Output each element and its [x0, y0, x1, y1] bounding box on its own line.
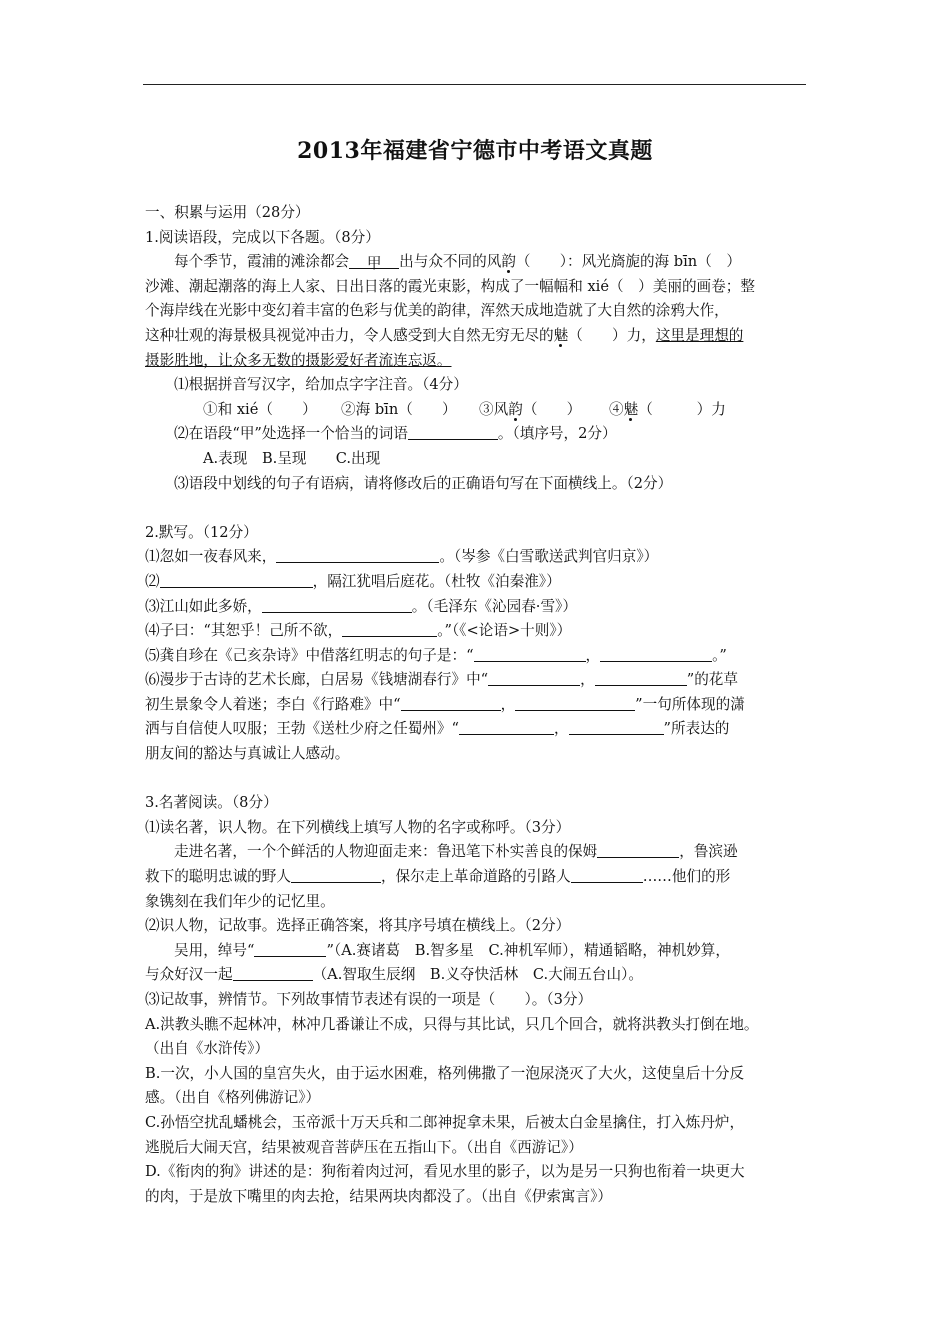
- text: ，: [500, 695, 516, 713]
- q3-option-b-cont: 感。（出自《格列佛游记》）: [145, 1089, 321, 1107]
- q2-line: [145, 693, 809, 718]
- q2-line: [145, 545, 809, 570]
- text: 这种壮观的海景极具视觉冲击力，令人感受到大自然无穷无尽的: [145, 326, 554, 344]
- q3-option-a: A.洪教头瞧不起林冲，林冲几番谦让不成，只得与其比试，只几个回合，就将洪教头打倒在地。: [145, 1015, 759, 1033]
- q3-option-c: C.孙悟空扰乱蟠桃会，玉帝派十万天兵和二郎神捉拿未果，后被太白金星擒住，打入炼丹炉，: [145, 1113, 745, 1131]
- q3-option-b: B.一次，小人国的皇宫失火，由于运水困难，格列佛撒了一泡尿浇灭了大火，这使皇后十分反: [145, 1064, 745, 1082]
- text: ⑵: [145, 572, 160, 590]
- q1-passage-line: [145, 324, 809, 349]
- q3-option-d: D.《衔肉的狗》讲述的是：狗衔着肉过河，看见水里的影子，以为是另一只狗也衔着一块更大: [145, 1163, 745, 1181]
- q3-sub2: ⑵识人物，记故事。选择正确答案，将其序号填在横线上。（2分）: [145, 917, 571, 935]
- answer-blank[interactable]: [459, 718, 554, 735]
- text: 出与众不同的风: [399, 253, 502, 271]
- q2-line: [145, 595, 809, 620]
- text: ④: [609, 400, 624, 418]
- answer-blank[interactable]: [276, 546, 439, 563]
- text: ⑷子曰：“其恕乎！己所不欲，: [145, 622, 343, 640]
- text: ”所表达的: [663, 720, 730, 738]
- answer-blank[interactable]: [401, 694, 501, 711]
- answer-blank[interactable]: [291, 866, 381, 883]
- answer-blank[interactable]: [160, 571, 313, 588]
- answer-blank[interactable]: [595, 669, 687, 686]
- text: 。（岑参《白雪歌送武判官归京》）: [439, 548, 659, 566]
- answer-blank[interactable]: [569, 718, 664, 735]
- blank-jia[interactable]: [349, 252, 399, 273]
- answer-blank[interactable]: [262, 596, 412, 613]
- text: ，保尔走上革命道路的引路人: [380, 868, 571, 886]
- text: 初生景象令人着迷；李白《行路难》中“: [145, 695, 401, 713]
- answer-blank[interactable]: [233, 964, 313, 981]
- q2-line: [145, 717, 809, 742]
- exam-body: [145, 201, 809, 1209]
- answer-blank[interactable]: [488, 669, 580, 686]
- q3-passage-line: [145, 840, 809, 865]
- dotted-char: 韵: [508, 400, 523, 418]
- q1-sub2-options: A.表现 B.呈现 C.出现: [203, 449, 381, 467]
- text: ，鲁滨逊: [679, 843, 738, 861]
- text: 。”（《<论语>十则》）: [437, 622, 572, 640]
- q2-line: 朋友间的豁达与真诚让人感动。: [145, 745, 350, 763]
- text: ，: [580, 671, 595, 689]
- text: 每个季节，霞浦的滩涂都会: [174, 253, 350, 271]
- header-rule: [143, 84, 806, 85]
- text: 。（填序号，2分）: [497, 425, 617, 443]
- q2-line: [145, 570, 809, 595]
- text: （ ）力: [638, 400, 726, 418]
- q1-sub1-options: [145, 398, 809, 423]
- q3-sub3: ⑶记故事，辨情节。下列故事情节表述有误的一项是（ ）。（3分）: [145, 991, 593, 1008]
- text: 洒与自信使人叹服；王勃《送杜少府之任蜀州》“: [145, 720, 459, 738]
- text: （A.智取生辰纲 B.义夺快活林 C.大闹五台山）。: [312, 966, 643, 984]
- text: 救下的聪明忠诚的野人: [145, 868, 291, 886]
- text: ，隔江犹唱后庭花。（杜牧《泊秦淮》）: [312, 572, 561, 590]
- underlined-sentence: 这里是理想的: [655, 326, 744, 344]
- option: ①和 xié（ ）: [203, 400, 317, 418]
- text: 与众好汉一起: [145, 966, 233, 984]
- text: ⑵在语段“甲”处选择一个恰当的词语: [174, 425, 408, 443]
- text: ③风: [479, 400, 509, 418]
- q1-passage-line: 个海岸线在光影中变幻着丰富的色彩与优美的韵律，浑然天成地造就了大自然的涂鸦大作，: [145, 302, 729, 320]
- answer-blank[interactable]: [571, 866, 643, 883]
- text: （ ）：风光旖旎的海 bīn（ ）: [515, 253, 741, 271]
- text: ⑴忽如一夜春风来，: [145, 548, 277, 566]
- answer-blank[interactable]: [515, 694, 635, 711]
- q3-passage-line: 象镌刻在我们年少的记忆里。: [145, 892, 335, 910]
- q2-line: [145, 668, 809, 693]
- q1-sub1: ⑴根据拼音写汉字，给加点字字注音。（4分）: [174, 376, 468, 394]
- answer-blank[interactable]: [600, 645, 712, 662]
- text: ⑶江山如此多娇，: [145, 597, 262, 615]
- text: ……他们的形: [642, 868, 731, 886]
- text: 。（毛泽东《沁园春·雪》）: [411, 597, 577, 615]
- q2-line: [145, 644, 809, 669]
- answer-blank[interactable]: [342, 620, 437, 637]
- spacer: [145, 496, 809, 521]
- q3-option-a-cont: （出自《水浒传》）: [145, 1040, 270, 1058]
- q3-passage-line: [145, 963, 809, 988]
- text: ”（A.赛诸葛 B.智多星 C.神机军师），精通韬略，神机妙算，: [326, 941, 730, 959]
- section-heading: 一、积累与运用（28分）: [145, 204, 310, 221]
- jia-marker: 甲: [366, 255, 382, 273]
- answer-blank[interactable]: [474, 645, 586, 662]
- q1-passage-line: [145, 250, 809, 275]
- page-title: 2013年福建省宁德市中考语文真题: [297, 138, 653, 164]
- q1-heading: 1.阅读语段，完成以下各题。（8分）: [145, 228, 380, 246]
- text: （ ）: [522, 400, 582, 418]
- dotted-char: 魅: [623, 400, 639, 418]
- q3-option-c-cont: 逃脱后大闹天宫，结果被观音菩萨压在五指山下。（出自《西游记》）: [145, 1138, 583, 1156]
- dotted-char: 韵: [501, 253, 516, 271]
- text: 。”: [712, 646, 727, 664]
- q1-sub2: [145, 422, 809, 447]
- q1-passage-line: 沙滩、潮起潮落的海上人家、日出日落的霞光束影，构成了一幅幅和 xié（ ）美丽的画卷；整: [145, 277, 755, 295]
- text: ”的花草: [686, 671, 738, 689]
- text: （ ）力，: [568, 326, 656, 344]
- q3-sub1: ⑴读名著，识人物。在下列横线上填写人物的名字或称呼。（3分）: [145, 818, 571, 836]
- q3-option-d-cont: 的肉，于是放下嘴里的肉去抢，结果两块肉都没了。（出自《伊索寓言》）: [145, 1187, 612, 1205]
- q1-sub3: ⑶语段中划线的句子有语病，请将修改后的正确语句写在下面横线上。（2分）: [174, 474, 673, 492]
- answer-blank[interactable]: [597, 841, 679, 858]
- answer-blank[interactable]: [254, 940, 326, 957]
- q3-passage-line: [145, 865, 809, 890]
- q3-heading: 3.名著阅读。（8分）: [145, 794, 278, 812]
- q3-passage-line: [145, 939, 809, 964]
- option: ②海 bīn（ ）: [341, 400, 457, 418]
- underlined-sentence: 摄影胜地，让众多无数的摄影爱好者流连忘返。: [145, 351, 452, 369]
- spacer: [145, 767, 809, 792]
- q1-passage-line: [145, 349, 809, 374]
- text: ⑹漫步于古诗的艺术长廊，白居易《钱塘湖春行》中“: [145, 671, 489, 689]
- dotted-char: 魅: [553, 326, 569, 344]
- text: ⑸龚自珍在《己亥杂诗》中借落红明志的句子是：“: [145, 646, 474, 664]
- text: ”一句所体现的潇: [635, 695, 745, 713]
- answer-blank[interactable]: [408, 423, 498, 440]
- text: 吴用，绰号“: [174, 941, 255, 959]
- text: 走进名著，一个个鲜活的人物迎面走来：鲁迅笔下朴实善良的保姆: [174, 843, 598, 861]
- q2-heading: 2.默写。（12分）: [145, 523, 258, 541]
- q2-line: [145, 619, 809, 644]
- text: ，: [553, 720, 569, 738]
- text: ，: [585, 646, 601, 664]
